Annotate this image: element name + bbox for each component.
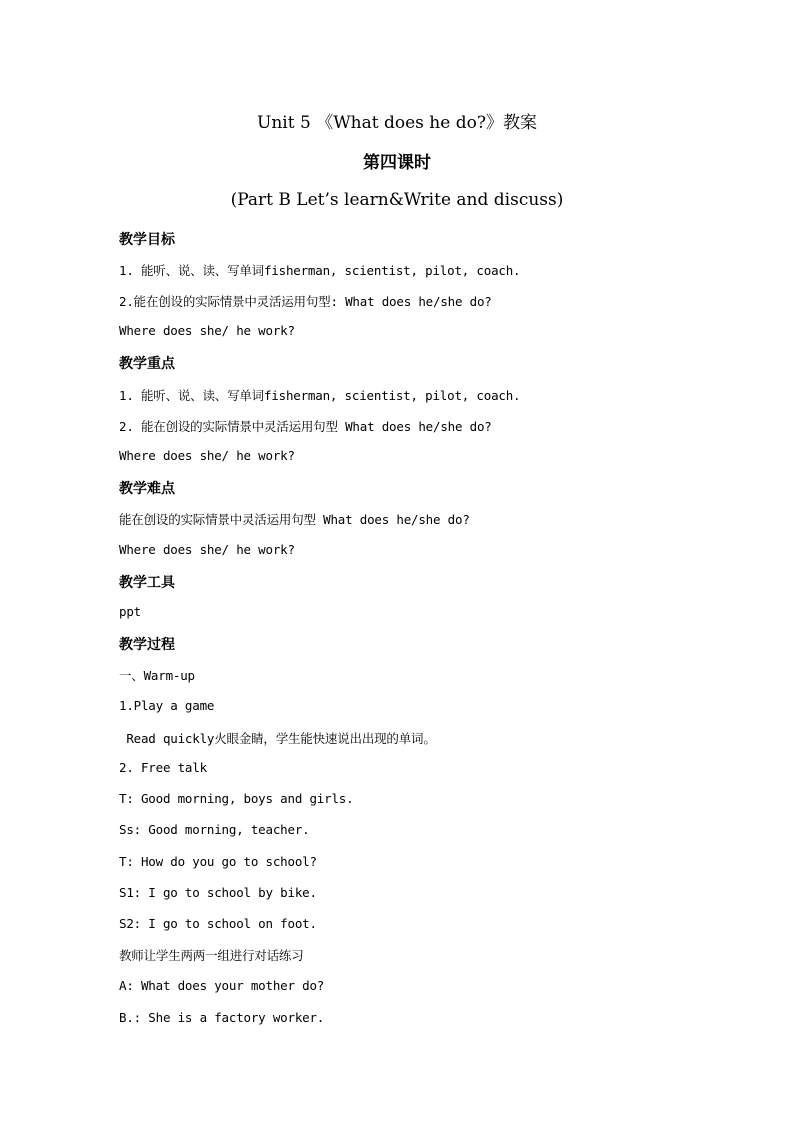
objective-line: 2.能在创设的实际情景中灵活运用句型: What does he/she do?: [119, 294, 492, 309]
document-title: Unit 5 《What does he do?》教案: [257, 113, 537, 133]
process-line: S2: I go to school on foot.: [119, 916, 317, 931]
process-line: 教师让学生两两一组进行对话练习: [119, 948, 304, 963]
difficulty-line: Where does she/ he work?: [119, 542, 295, 557]
process-line: Read quickly火眼金睛，学生能快速说出出现的单词。: [119, 731, 436, 746]
heading-difficulties: 教学难点: [119, 481, 175, 497]
process-line: T: How do you go to school?: [119, 854, 317, 869]
key-point-line: 1. 能听、说、读、写单词fisherman, scientist, pilot, coach.: [119, 388, 521, 403]
lesson-part: (Part B Let’s learn&Write and discuss): [230, 190, 564, 210]
process-line: 1.Play a game: [119, 698, 215, 713]
difficulty-line: 能在创设的实际情景中灵活运用句型 What does he/she do?: [119, 512, 470, 527]
heading-tools: 教学工具: [119, 575, 175, 591]
process-line: 一、Warm-up: [119, 668, 195, 683]
key-point-line: 2. 能在创设的实际情景中灵活运用句型 What does he/she do?: [119, 419, 492, 434]
process-line: T: Good morning, boys and girls.: [119, 791, 354, 806]
heading-key-points: 教学重点: [119, 356, 175, 372]
key-point-line: Where does she/ he work?: [119, 448, 295, 463]
process-line: A: What does your mother do?: [119, 978, 325, 993]
process-line: S1: I go to school by bike.: [119, 885, 317, 900]
process-line: 2. Free talk: [119, 760, 207, 775]
objective-line: Where does she/ he work?: [119, 323, 295, 338]
heading-process: 教学过程: [119, 637, 175, 653]
process-line: Ss: Good morning, teacher.: [119, 822, 310, 837]
tools-line: ppt: [119, 604, 141, 619]
process-line: B.: She is a factory worker.: [119, 1010, 325, 1025]
heading-objectives: 教学目标: [119, 232, 175, 248]
lesson-number: 第四课时: [363, 153, 431, 173]
objective-line: 1. 能听、说、读、写单词fisherman, scientist, pilot, coach.: [119, 263, 521, 278]
